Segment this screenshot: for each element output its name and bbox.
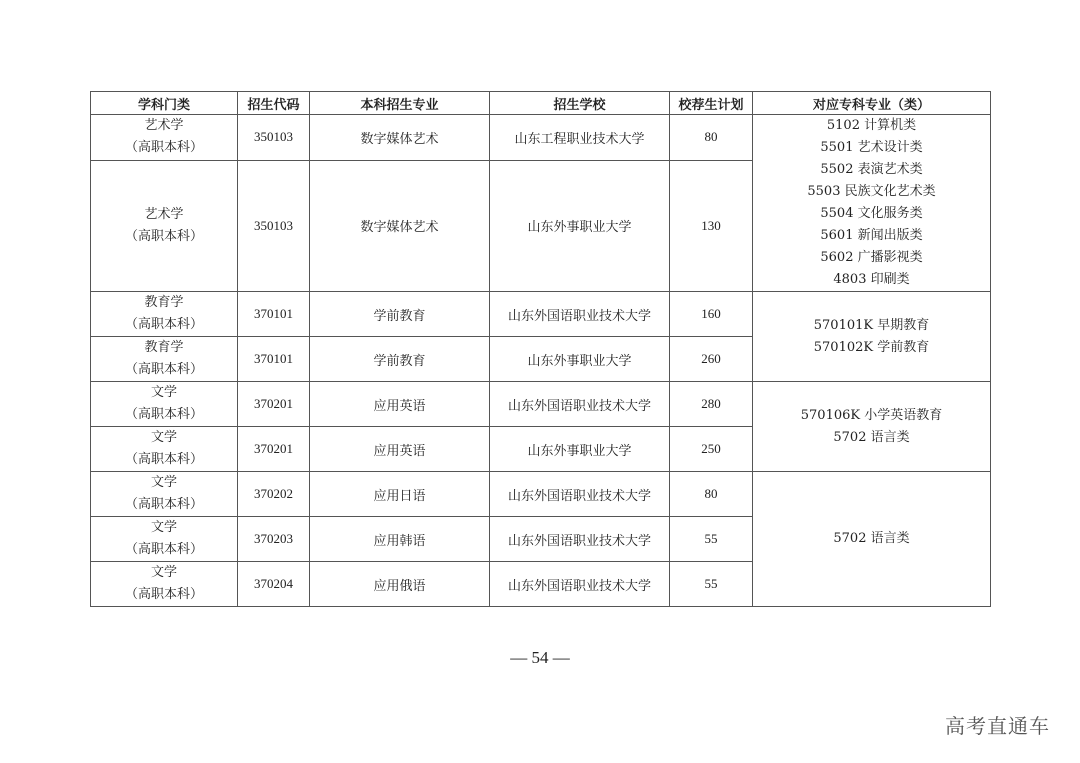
code-cell: 370201 — [238, 382, 310, 427]
school-cell: 山东工程职业技术大学 — [490, 115, 670, 161]
major-cell: 应用韩语 — [310, 517, 490, 562]
plan-cell: 280 — [670, 382, 753, 427]
code-cell: 370204 — [238, 562, 310, 607]
table-row — [91, 382, 991, 427]
plan-cell: 130 — [670, 160, 753, 292]
related-majors-cell: 5102 计算机类 5501 艺术设计类 5502 表演艺术类 5503 民族文化艺术类 5504 文化服务类 5601 新闻出版类 5602 广播影视类 4803 印刷类 — [753, 115, 991, 292]
major-cell: 数字媒体艺术 — [310, 115, 490, 161]
header-code: 招生代码 — [238, 92, 310, 115]
school-cell: 山东外国语职业技术大学 — [490, 517, 670, 562]
category-cell: 文学 （高职本科） — [91, 562, 238, 607]
category-cell: 文学 （高职本科） — [91, 382, 238, 427]
category-cell: 文学 （高职本科） — [91, 427, 238, 472]
category-cell: 教育学 （高职本科） — [91, 337, 238, 382]
related-majors-cell: 570106K 小学英语教育 5702 语言类 — [753, 382, 991, 472]
school-cell: 山东外事职业大学 — [490, 337, 670, 382]
school-cell: 山东外国语职业技术大学 — [490, 292, 670, 337]
header-related-majors: 对应专科专业（类） — [753, 92, 991, 115]
table-row — [91, 472, 991, 517]
code-cell: 370101 — [238, 337, 310, 382]
major-cell: 应用英语 — [310, 427, 490, 472]
school-cell: 山东外国语职业技术大学 — [490, 382, 670, 427]
header-school: 招生学校 — [490, 92, 670, 115]
category-cell: 教育学 （高职本科） — [91, 292, 238, 337]
category-cell: 艺术学 （高职本科） — [91, 160, 238, 292]
plan-cell: 55 — [670, 562, 753, 607]
school-cell: 山东外国语职业技术大学 — [490, 472, 670, 517]
related-majors-cell: 570101K 早期教育 570102K 学前教育 — [753, 292, 991, 382]
school-cell: 山东外国语职业技术大学 — [490, 562, 670, 607]
plan-cell: 80 — [670, 115, 753, 161]
code-cell: 370201 — [238, 427, 310, 472]
table-header-row — [91, 92, 991, 115]
major-cell: 应用英语 — [310, 382, 490, 427]
plan-cell: 55 — [670, 517, 753, 562]
header-major: 本科招生专业 — [310, 92, 490, 115]
header-category: 学科门类 — [91, 92, 238, 115]
code-cell: 370202 — [238, 472, 310, 517]
plan-cell: 80 — [670, 472, 753, 517]
code-cell: 370203 — [238, 517, 310, 562]
category-cell: 艺术学 （高职本科） — [91, 115, 238, 161]
page-number: — 54 — — [510, 648, 570, 667]
code-cell: 350103 — [238, 115, 310, 161]
major-cell: 学前教育 — [310, 337, 490, 382]
related-majors-cell: 5702 语言类 — [753, 472, 991, 607]
category-cell: 文学 （高职本科） — [91, 517, 238, 562]
school-cell: 山东外事职业大学 — [490, 427, 670, 472]
enrollment-plan-table — [90, 91, 991, 607]
major-cell: 学前教育 — [310, 292, 490, 337]
watermark: 高考直通车 — [945, 714, 1050, 738]
code-cell: 350103 — [238, 160, 310, 292]
code-cell: 370101 — [238, 292, 310, 337]
major-cell: 应用俄语 — [310, 562, 490, 607]
major-cell: 应用日语 — [310, 472, 490, 517]
plan-cell: 250 — [670, 427, 753, 472]
table-row — [91, 292, 991, 337]
table-row — [91, 115, 991, 161]
school-cell: 山东外事职业大学 — [490, 160, 670, 292]
plan-cell: 160 — [670, 292, 753, 337]
plan-cell: 260 — [670, 337, 753, 382]
major-cell: 数字媒体艺术 — [310, 160, 490, 292]
category-cell: 文学 （高职本科） — [91, 472, 238, 517]
header-plan: 校荐生计划 — [670, 92, 753, 115]
